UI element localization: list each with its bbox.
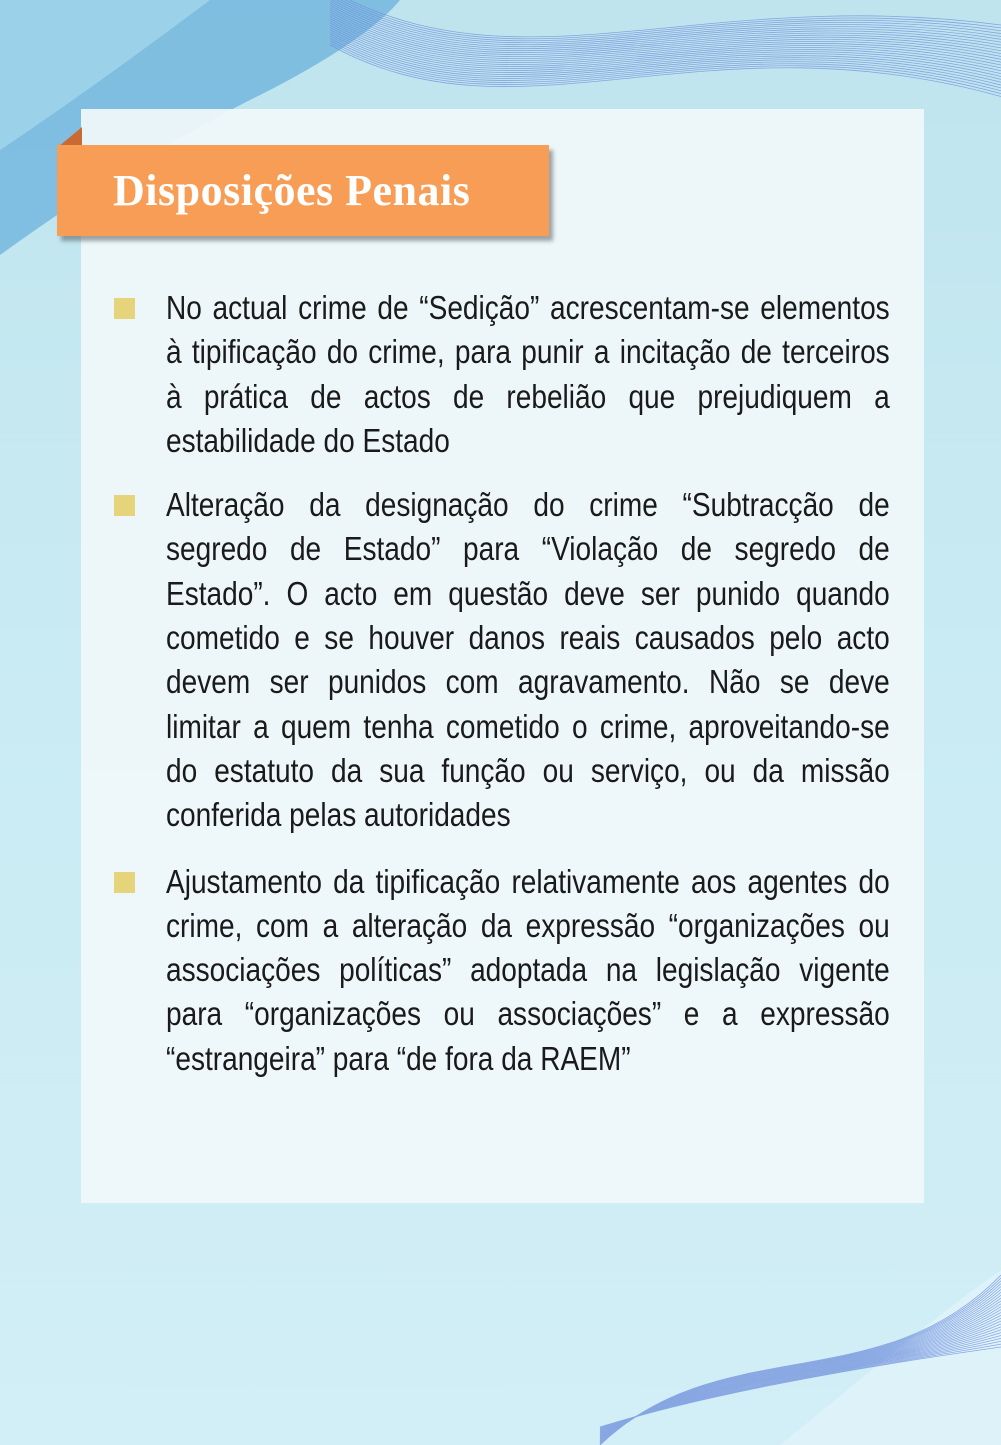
list-item-text: Ajustamento da tipificação relativamente aos agentes do crime, com a alteração da expressão “organizações ou associações políticas” adoptada na legislação vigente para “organizações ou associações” e a expressão “estrangeira” para “de fora da RAEM” <box>166 862 890 1077</box>
list-item-text: No actual crime de “Sedição” acrescentam-se elementos à tipificação do crime, para punir a incitação de terceiros à prática de actos de rebelião que prejudiquem a estabilidade do Estado <box>166 289 890 459</box>
square-bullet-icon <box>114 298 135 319</box>
wave-line <box>330 36 1001 85</box>
list-item <box>114 483 890 837</box>
title-ribbon-fold <box>58 127 82 147</box>
square-bullet-icon <box>114 495 135 516</box>
top-right-wave-lines <box>330 0 1001 97</box>
section-title-box <box>57 145 549 236</box>
list-item <box>114 860 890 1081</box>
wave-line <box>330 0 1001 41</box>
square-bullet-icon <box>114 872 135 893</box>
list-item-text: Alteração da designação do crime “Subtracção de segredo de Estado” para “Violação de segredo de Estado”. O acto em questão deve ser punido quando cometido e se houver danos reais causados pelo acto devem ser punidos com agravamento. Não se deve limitar a quem tenha cometido o crime, aproveitando-se do estatuto da sua função ou serviço, ou da missão conferida pelas autoridades <box>166 486 890 834</box>
section-title: Disposições Penais <box>113 166 471 215</box>
provisions-list <box>114 286 890 1101</box>
list-item <box>114 286 890 463</box>
